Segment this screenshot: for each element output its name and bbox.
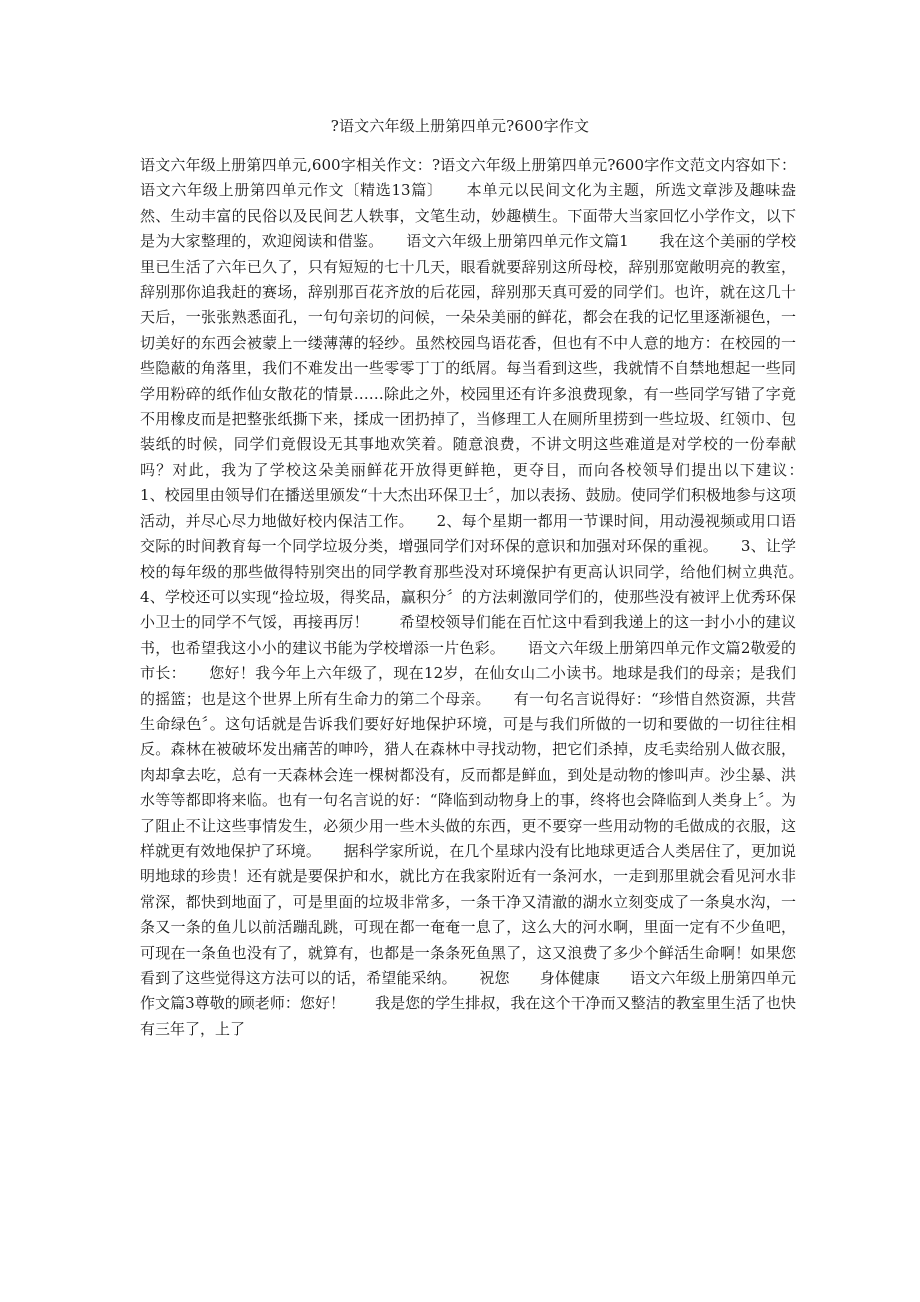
document-body: 语文六年级上册第四单元,600字相关作文：?语文六年级上册第四单元?600字作文范文内容如下：语文六年级上册第四单元作文〔精选13篇〕 本单元以民间文化为主题，所选文章涉及趣味盎然、生动丰富的民俗以及民间艺人轶事，文笔生动，妙趣横生。下面带大当家回忆小学作文，以下是为大家整理的，欢迎阅读和借鉴。 语文六年级上册第四单元作文篇1 我在这个美丽的学校里已生活了六年已久了，只有短短的七十几天，眼看就要辞别这所母校，辞别那宽敞明亮的教室，辞别那你追我赶的赛场，辞别那百花齐放的后花园，辞别那天真可爱的同学们。也许，就在这几十天后，一张张熟悉面孔，一句句亲切的问候，一朵朵美丽的鲜花，都会在我的记忆里逐渐褪色，一切美好的东西会被蒙上一缕薄薄的轻纱。虽然校园鸟语花香，但也有不中人意的地方：在校园的一些隐蔽的角落里，我们不难发出一些零零丁丁的纸屑。每当看到这些，我就情不自禁地想起一些同学用粉碎的纸作仙女散花的情景……除此之外，校园里还有许多浪费现象，有一些同学写错了字竟不用橡皮而是把整张纸撕下来，揉成一团扔掉了，当修理工人在厕所里捞到一些垃圾、红领巾、包装纸的时候，同学们竟假设无其事地欢笑着。随意浪费，不讲文明这些难道是对学校的一份奉献吗？对此，我为了学校这朵美丽鲜花开放得更鲜艳，更夺目，而向各校领导们提出以下建议： 1、校园里由领导们在播送里颁发“十大杰出环保卫士〞，加以表扬、鼓励。使同学们积极地参与这项活动，并尽心尽力地做好校内保洁工作。 2、每个星期一都用一节课时间，用动漫视频或用口语交际的时间教育每一个同学垃圾分类，增强同学们对环保的意识和加强对环保的重视。 3、让学校的每年级的那些做得特别突出的同学教育那些没对环境保护有更高认识同学，给他们树立典范。 4、学校还可以实现“捡垃圾，得奖品，赢积分〞的方法刺激同学们的，使那些没有被评上优秀环保小卫士的同学不气馁，再接再厉！ 希望校领导们能在百忙这中看到我递上的这一封小小的建议书，也希望我这小小的建议书能为学校增添一片色彩。 语文六年级上册第四单元作文篇2敬爱的市长： 您好！我今年上六年级了，现在12岁，在仙女山二小读书。地球是我们的母亲；是我们的摇篮；也是这个世界上所有生命力的第二个母亲。 有一句名言说得好：“珍惜自然资源，共营生命绿色〞。这句话就是告诉我们要好好地保护环境，可是与我们所做的一切和要做的一切往往相反。森林在被破坏发出痛苦的呻吟，猎人在森林中寻找动物，把它们杀掉，皮毛卖给别人做衣服，肉却拿去吃，总有一天森林会连一棵树都没有，反而都是鲜血，到处是动物的惨叫声。沙尘暴、洪水等等都即将来临。也有一句名言说的好：“降临到动物身上的事，终将也会降临到人类身上〞。为了阻止不让这些事情发生，必须少用一些木头做的东西，更不要穿一些用动物的毛做成的衣服，这样就更有效地保护了环境。 据科学家所说，在几个星球内没有比地球更适合人类居住了，更加说明地球的珍贵！还有就是要保护和水，就比方在我家附近有一条河水，一走到那里就会看见河水非常深，都快到地面了，可是里面的垃圾非常多，一条干净又清澈的湖水立刻变成了一条臭水沟，一条又一条的鱼儿以前活蹦乱跳，可现在都一奄奄一息了，这么大的河水啊，里面一定有不少鱼吧，可现在一条鱼也没有了，就算有，也都是一条条死鱼黑了，这又浪费了多少个鲜活生命啊！如果您看到了这些觉得这方法可以的话，希望能采纳。 祝您 身体健康 语文六年级上册第四单元作文篇3尊敬的顾老师：您好！ 我是您的学生排叔，我在这个干净而又整洁的教室里生活了也快有三年了，上了 — [140, 156, 827, 1038]
document-title: ?语文六年级上册第四单元?600字作文 — [330, 117, 590, 135]
